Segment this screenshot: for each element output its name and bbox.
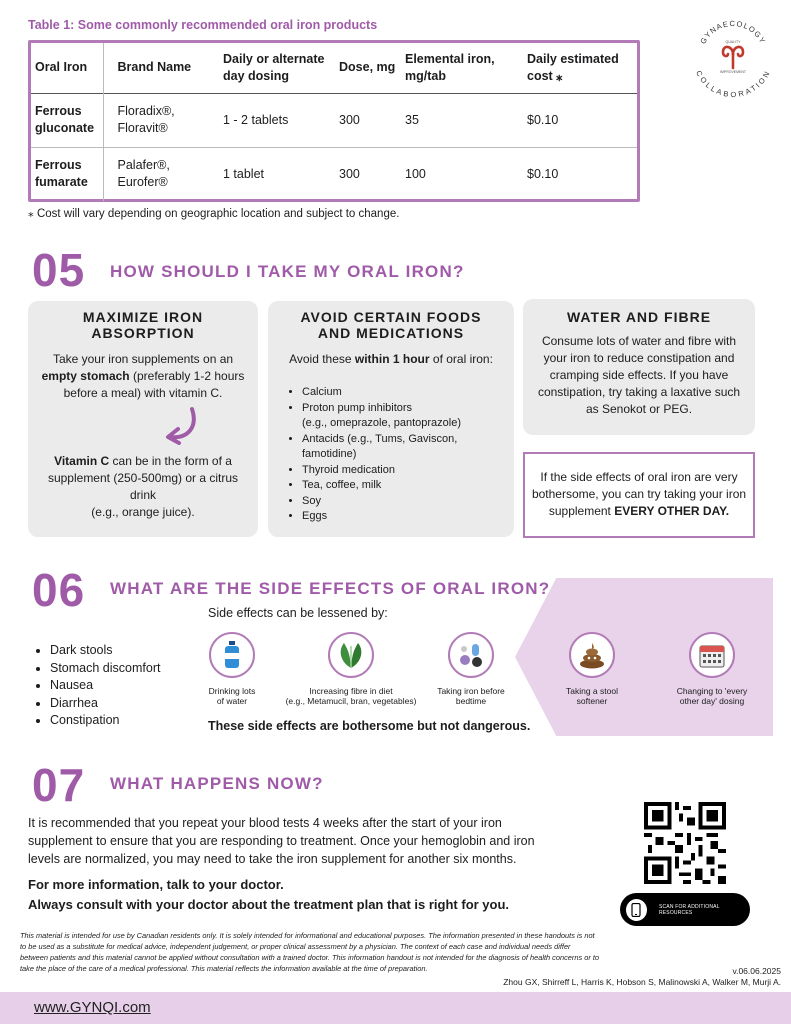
cell-brand: Palafer®, Eurofer® <box>117 158 170 190</box>
list-item: • Eggs <box>302 509 506 525</box>
card-text-vitamin-c <box>40 453 246 521</box>
tip-bedtime <box>428 632 514 706</box>
header-cost: Daily estimated cost ⁎ <box>527 51 619 83</box>
card-title: MAXIMIZE IRON ABSORPTION <box>82 309 204 341</box>
lessened-label: Side effects can be lessened by: <box>208 606 388 620</box>
tip-every-other-day <box>664 632 760 706</box>
text-part: can be in the form of a supplement (250-500mg) or a citrus drink <box>47 454 239 502</box>
stool-icon <box>569 632 615 678</box>
list-item <box>302 401 506 432</box>
closing-advice <box>28 875 509 915</box>
caption-line: Taking a stool <box>566 686 618 696</box>
cell-dose: 300 <box>339 166 360 181</box>
caption-line: of water <box>216 696 248 706</box>
tip-water <box>190 632 274 706</box>
cell-iron: Ferrous fumarate <box>31 147 103 201</box>
credits <box>503 966 781 988</box>
header-brand-name: Brand Name <box>117 60 192 75</box>
tip-stool-softener <box>548 632 636 706</box>
caption-line: Drinking lots <box>208 686 256 696</box>
side-effects-list <box>32 642 160 730</box>
website-link[interactable]: www.GYNQI.com <box>34 999 151 1016</box>
tip-caption <box>428 686 514 706</box>
text-bold: empty stomach <box>41 369 130 383</box>
list-item-text: Proton pump inhibitors <box>302 401 413 414</box>
card-maximize-absorption <box>28 301 258 537</box>
text-part: Take your iron supplements on an <box>52 352 234 366</box>
text-bold: Vitamin C <box>54 454 110 468</box>
section-07-title: WHAT HAPPENS NOW? <box>110 774 324 793</box>
text-part: of oral iron: <box>429 352 493 366</box>
cell-elemental: 100 <box>405 166 426 181</box>
card-text <box>40 351 246 402</box>
cell-brand: Floradix®, Floravit® <box>117 104 175 135</box>
cell-iron: Ferrous gluconate <box>31 93 103 147</box>
iron-products-table <box>28 40 640 202</box>
phone-icon <box>626 899 647 921</box>
table-footnote: ⁎ Cost will vary depending on geographic location and subject to change. <box>28 208 400 220</box>
version: v.06.06.2025 <box>732 966 781 976</box>
list-item: • Constipation <box>50 712 160 730</box>
table-row <box>31 93 637 147</box>
section-05-title: HOW SHOULD I TAKE MY ORAL IRON? <box>110 262 465 281</box>
cell-cost: $0.10 <box>527 166 559 181</box>
card-title: AVOID CERTAIN FOODS AND MEDICATIONS <box>300 309 482 341</box>
section-06-title: WHAT ARE THE SIDE EFFECTS OF ORAL IRON? <box>110 579 551 598</box>
list-item-subtext: (e.g., omeprazole, pantoprazole) <box>302 417 461 429</box>
logo-text-quality: QUALITY <box>725 40 741 44</box>
card-text: Consume lots of water and fibre with your iron to reduce constipation and cramping side effects. If you have constipation, try taking a laxative such as Senokot or PEG. <box>537 334 741 416</box>
leafy-greens-icon <box>328 632 374 678</box>
card-avoid-foods <box>268 301 514 537</box>
section-07-number: 07 <box>32 759 86 811</box>
table-row <box>31 147 637 201</box>
section-05-number: 05 <box>32 244 86 296</box>
list-item: • Soy <box>302 494 506 510</box>
avoid-list <box>286 385 506 525</box>
header-dosing: Daily or alternate day dosing <box>223 51 325 83</box>
header-elemental: Elemental iron, mg/tab <box>405 51 495 83</box>
caption-line: Changing to 'every <box>676 686 748 696</box>
cell-cost: $0.10 <box>527 112 559 127</box>
logo-text-improvement: IMPROVEMENT <box>719 70 747 74</box>
scan-label: SCAN FOR ADDITIONAL RESOURCES <box>658 903 720 916</box>
cell-dose: 300 <box>339 112 360 127</box>
follow-up-paragraph: It is recommended that you repeat your blood tests 4 weeks after the start of your iron supplement to ensure that you are responding to treatment. Once your hemoglobin and iron levels are normalized, you may need to take the iron supplement for another six months. <box>28 816 535 866</box>
caption-line: (e.g., Metamucil, bran, vegetables) <box>285 696 417 706</box>
disclaimer: This material is intended for use by Canadian residents only. It is solely intended for informational and educational purposes. The information presented in these handouts is not to be used as a substitute for medical advice, independent judgement, or proper clinical assessment by a physician. The context of each case and individual needs differ between patients and this material cannot be applied without consultation with a trained doctor. This information handout is not intended for the diagnosis of health concerns or to take the place of the care of a medical professional. This material reflects the information available at the time of preparation. <box>20 931 600 973</box>
tip-fibre <box>278 632 424 706</box>
cell-dosing: 1 tablet <box>223 166 265 181</box>
card-water-fibre <box>523 299 755 435</box>
card-title: WATER AND FIBRE <box>566 309 712 325</box>
text-bold: EVERY OTHER DAY. <box>614 504 730 518</box>
every-other-day-box <box>523 452 755 538</box>
tip-caption <box>548 686 636 706</box>
qr-code[interactable] <box>644 802 726 884</box>
curved-arrow-icon <box>162 405 202 445</box>
text-part: If the side effects of oral iron are very bothersome, you can try taking your iron supplement <box>531 470 747 518</box>
scan-resources-button[interactable] <box>620 893 750 926</box>
text-part: (preferably 1-2 hours before a meal) with vitamin C. <box>63 369 245 400</box>
list-item: • Diarrhea <box>50 695 160 713</box>
footer-bar <box>0 992 791 1024</box>
logo-text-top: GYNAECOLOGY <box>698 18 768 46</box>
pills-icon <box>448 632 494 678</box>
logo-emblem <box>690 14 776 100</box>
caption-line: Increasing fibre in diet <box>309 686 393 696</box>
advice-line-1: For more information, talk to your doctor. <box>28 877 284 892</box>
caption-line: softener <box>576 696 608 706</box>
logo-text-bottom: COLLABORATION <box>694 69 772 100</box>
box-text <box>531 469 747 520</box>
qr-code-image <box>644 802 726 884</box>
caption-line: other day' dosing <box>679 696 745 706</box>
authors: Zhou GX, Shirreff L, Harris K, Hobson S, Malinowski A, Walker M, Murji A. <box>503 977 781 987</box>
list-item: • Stomach discomfort <box>50 660 160 678</box>
caption-line: bedtime <box>455 696 487 706</box>
advice-line-2: Always consult with your doctor about the treatment plan that is right for you. <box>28 897 510 912</box>
caption-line: Taking iron before <box>437 686 505 696</box>
water-bottle-icon <box>209 632 255 678</box>
calendar-icon <box>689 632 735 678</box>
list-item: • Dark stools <box>50 642 160 660</box>
tip-caption <box>664 686 760 706</box>
list-item: • Tea, coffee, milk <box>302 478 506 494</box>
tip-caption <box>278 686 424 706</box>
list-item: • Calcium <box>302 385 506 401</box>
header-dose: Dose, mg <box>339 60 396 75</box>
list-item: • Antacids (e.g., Tums, Gaviscon, famotidine) <box>302 432 506 463</box>
table-header-row <box>31 43 637 93</box>
gynqi-logo <box>690 14 776 100</box>
text-bold: within 1 hour <box>354 352 430 366</box>
tip-caption <box>190 686 274 706</box>
cell-dosing: 1 - 2 tablets <box>223 112 289 127</box>
card-intro <box>276 351 506 368</box>
table-caption: Table 1: Some commonly recommended oral iron products <box>28 18 378 32</box>
list-item: • Nausea <box>50 677 160 695</box>
side-effects-note: These side effects are bothersome but not dangerous. <box>208 719 531 733</box>
text-part: Avoid these <box>289 352 355 366</box>
list-item: • Thyroid medication <box>302 463 506 479</box>
header-oral-iron: Oral Iron <box>31 43 103 93</box>
cell-elemental: 35 <box>405 112 419 127</box>
section-06-number: 06 <box>32 564 86 616</box>
text-part: (e.g., orange juice). <box>91 505 195 519</box>
